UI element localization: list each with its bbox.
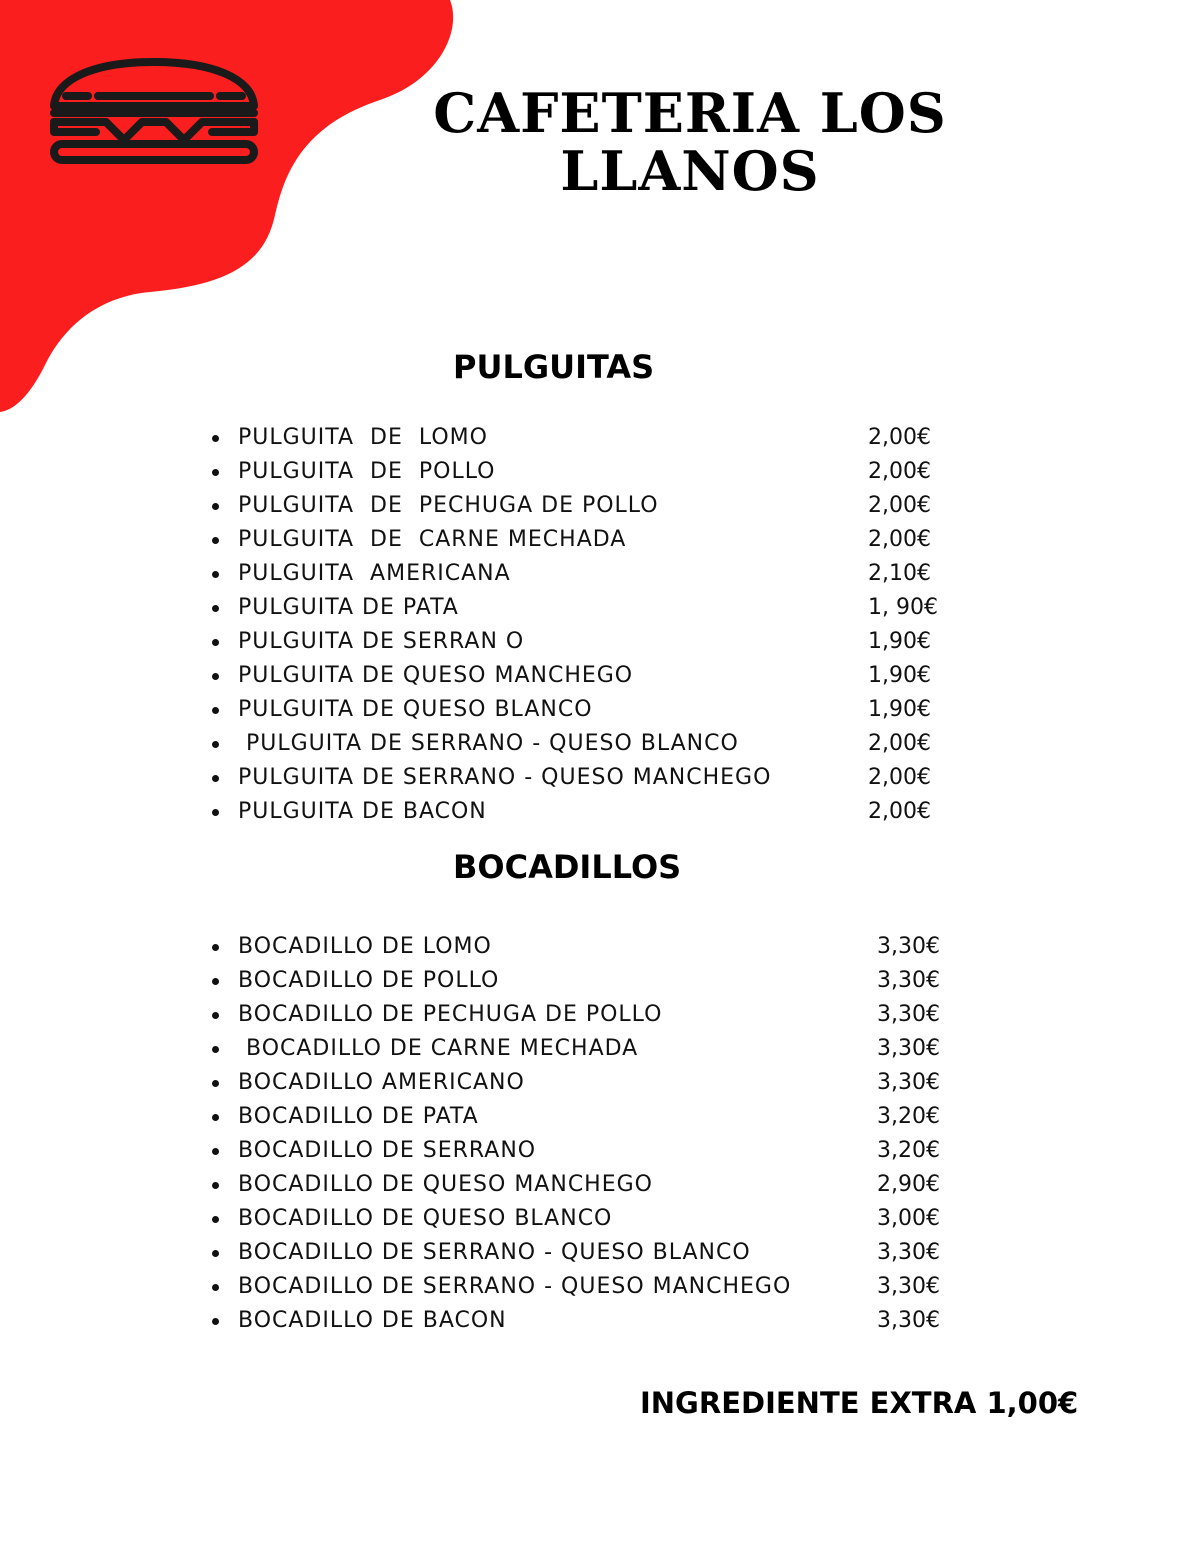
bullet-icon [212, 775, 219, 782]
page-title-line-1: CAFETERIA LOS [433, 81, 947, 145]
menu-item-name: PULGUITA DE SERRANO - QUESO BLANCO [238, 731, 739, 756]
bullet-icon [212, 1216, 219, 1223]
menu-item [210, 1237, 950, 1271]
menu-item-price: 3,30€ [877, 1036, 940, 1061]
bullet-icon [212, 503, 219, 510]
menu-item [210, 524, 950, 558]
bullet-icon [212, 1046, 219, 1053]
menu-item [210, 490, 950, 524]
menu-item-price: 3,30€ [877, 1070, 940, 1095]
menu-item [210, 931, 950, 965]
bullet-icon [212, 978, 219, 985]
menu-item [210, 1135, 950, 1169]
menu-item [210, 1271, 950, 1305]
menu-item-name: PULGUITA DE SERRAN O [238, 629, 525, 654]
bullet-icon [212, 537, 219, 544]
extra-ingredient-note: INGREDIENTE EXTRA 1,00€ [640, 1386, 1079, 1420]
menu-item-name: PULGUITA DE PATA [238, 595, 459, 620]
menu-item-price: 1,90€ [868, 697, 931, 722]
bullet-icon [212, 1012, 219, 1019]
menu-item-price: 3,00€ [877, 1206, 940, 1231]
menu-item-price: 3,30€ [877, 1002, 940, 1027]
menu-item [210, 1169, 950, 1203]
menu-item [210, 965, 950, 999]
menu-item-name: BOCADILLO DE BACON [238, 1308, 507, 1333]
menu-item [210, 999, 950, 1033]
bullet-icon [212, 639, 219, 646]
menu-item-name: BOCADILLO DE SERRANO [238, 1138, 537, 1163]
menu-item-price: 3,30€ [877, 1240, 940, 1265]
menu-item-name: BOCADILLO AMERICANO [238, 1070, 525, 1095]
menu-item-price: 2,00€ [868, 459, 931, 484]
menu-item-price: 2,00€ [868, 765, 931, 790]
page-title-line-2: LLANOS [560, 139, 820, 203]
menu-item-price: 2,10€ [868, 561, 931, 586]
bullet-icon [212, 944, 219, 951]
menu-item-price: 3,30€ [877, 968, 940, 993]
menu-item-name: BOCADILLO DE SERRANO - QUESO BLANCO [238, 1240, 751, 1265]
page-title [390, 81, 990, 203]
bullet-icon [212, 809, 219, 816]
bullet-icon [212, 1182, 219, 1189]
menu-item-name: PULGUITA DE POLLO [238, 459, 496, 484]
menu-item-name: BOCADILLO DE PECHUGA DE POLLO [238, 1002, 663, 1027]
menu-item-name: BOCADILLO DE QUESO MANCHEGO [238, 1172, 653, 1197]
sandwich-icon [46, 56, 262, 168]
menu-item-name: PULGUITA DE QUESO MANCHEGO [238, 663, 634, 688]
menu-item-price: 2,00€ [868, 731, 931, 756]
bullet-icon [212, 707, 219, 714]
menu-item-price: 2,00€ [868, 425, 931, 450]
menu-item-price: 1, 90€ [868, 595, 938, 620]
menu-item [210, 1033, 950, 1067]
menu-item-name: BOCADILLO DE CARNE MECHADA [238, 1036, 639, 1061]
menu-item-name: PULGUITA DE BACON [238, 799, 487, 824]
menu-item-name: PULGUITA DE SERRANO - QUESO MANCHEGO [238, 765, 772, 790]
section-title-pulguitas: PULGUITAS [453, 348, 655, 386]
pulguitas-list [210, 422, 950, 830]
menu-item-name: BOCADILLO DE LOMO [238, 934, 492, 959]
bullet-icon [212, 605, 219, 612]
bullet-icon [212, 1284, 219, 1291]
menu-item [210, 456, 950, 490]
menu-item [210, 694, 950, 728]
menu-item-price: 3,30€ [877, 934, 940, 959]
menu-item [210, 728, 950, 762]
menu-item-price: 1,90€ [868, 629, 931, 654]
bullet-icon [212, 571, 219, 578]
menu-item [210, 558, 950, 592]
menu-item-name: PULGUITA DE QUESO BLANCO [238, 697, 593, 722]
menu-item-price: 3,30€ [877, 1308, 940, 1333]
bullet-icon [212, 741, 219, 748]
bocadillos-list [210, 931, 950, 1339]
bullet-icon [212, 1148, 219, 1155]
bullet-icon [212, 435, 219, 442]
bullet-icon [212, 1080, 219, 1087]
menu-item [210, 1067, 950, 1101]
menu-item-price: 1,90€ [868, 663, 931, 688]
menu-item-name: BOCADILLO DE PATA [238, 1104, 479, 1129]
menu-item-name: BOCADILLO DE SERRANO - QUESO MANCHEGO [238, 1274, 792, 1299]
menu-item-price: 2,90€ [877, 1172, 940, 1197]
menu-item [210, 762, 950, 796]
bullet-icon [212, 1318, 219, 1325]
menu-item-price: 2,00€ [868, 527, 931, 552]
bullet-icon [212, 1114, 219, 1121]
bullet-icon [212, 673, 219, 680]
menu-item [210, 1203, 950, 1237]
menu-item-price: 3,20€ [877, 1104, 940, 1129]
bullet-icon [212, 469, 219, 476]
menu-item [210, 422, 950, 456]
menu-item-name: BOCADILLO DE POLLO [238, 968, 500, 993]
menu-item-price: 3,30€ [877, 1274, 940, 1299]
menu-item-name: PULGUITA DE PECHUGA DE POLLO [238, 493, 659, 518]
menu-item-name: BOCADILLO DE QUESO BLANCO [238, 1206, 613, 1231]
menu-item-name: PULGUITA DE LOMO [238, 425, 488, 450]
menu-item [210, 592, 950, 626]
menu-item [210, 626, 950, 660]
menu-item-price: 2,00€ [868, 493, 931, 518]
menu-item [210, 796, 950, 830]
menu-item-name: PULGUITA DE CARNE MECHADA [238, 527, 627, 552]
menu-item-price: 3,20€ [877, 1138, 940, 1163]
menu-item [210, 1101, 950, 1135]
menu-item-name: PULGUITA AMERICANA [238, 561, 511, 586]
menu-item [210, 1305, 950, 1339]
section-title-bocadillos: BOCADILLOS [453, 848, 682, 886]
menu-item [210, 660, 950, 694]
menu-item-price: 2,00€ [868, 799, 931, 824]
bullet-icon [212, 1250, 219, 1257]
